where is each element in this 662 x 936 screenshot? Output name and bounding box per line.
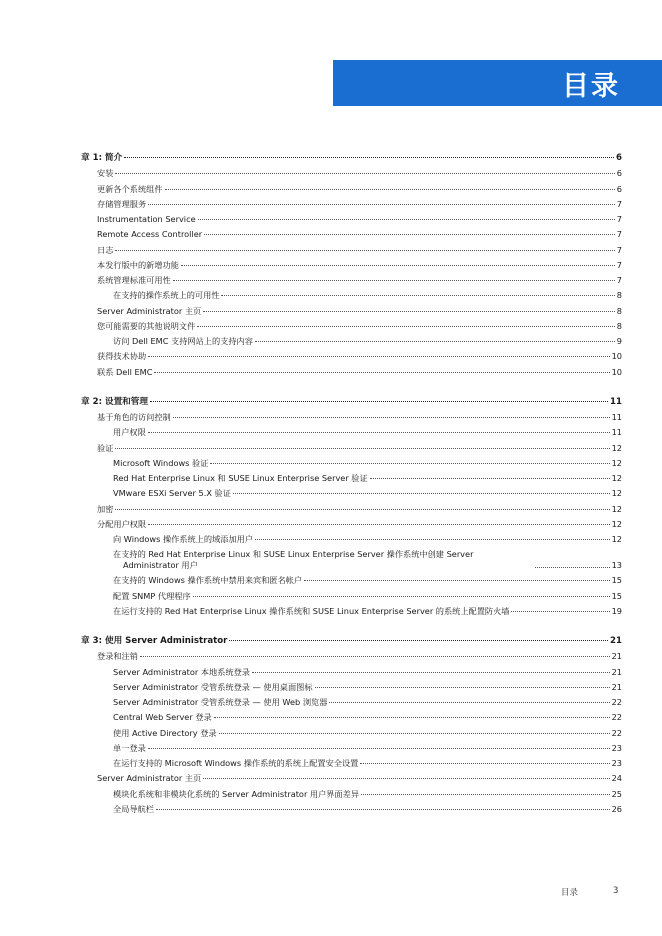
dot-leader xyxy=(115,250,614,251)
toc-entry-label: 向 Windows 操作系统上的域添加用户 xyxy=(113,534,254,544)
dot-leader xyxy=(255,539,610,540)
toc-entry-page: 7 xyxy=(616,244,622,255)
toc-entry-label: 日志 xyxy=(97,244,114,255)
toc-entry[interactable] xyxy=(81,334,622,349)
page-number: 3 xyxy=(613,886,619,896)
toc-entry-page: 23 xyxy=(611,742,622,753)
toc-entry-page: 22 xyxy=(611,727,622,738)
toc-entry-label: 加密 xyxy=(97,503,114,514)
toc-entry-page: 9 xyxy=(616,336,622,346)
toc-chapter[interactable] xyxy=(81,395,622,410)
dot-leader xyxy=(204,234,615,235)
toc-entry[interactable] xyxy=(81,604,622,619)
toc-entry[interactable] xyxy=(81,456,622,471)
toc-entry[interactable] xyxy=(81,425,622,440)
toc-entry-page: 12 xyxy=(611,518,622,529)
toc-entry-label: 您可能需要的其他说明文件 xyxy=(97,320,196,331)
dot-leader xyxy=(360,763,609,764)
toc-entry-page: 12 xyxy=(611,503,622,514)
toc-entry-label: Red Hat Enterprise Linux 和 SUSE Linux Enterprise Server 验证 xyxy=(113,473,368,483)
toc-entry[interactable] xyxy=(81,243,622,258)
toc-entry[interactable] xyxy=(81,756,622,771)
toc-entry-page: 21 xyxy=(611,651,622,662)
dot-leader xyxy=(221,295,614,296)
dot-leader xyxy=(233,493,610,494)
dot-leader xyxy=(165,189,615,190)
toc-entry-label: 在支持的操作系统上的可用性 xyxy=(113,290,220,301)
toc-entry-label: 配置 SNMP 代理程序 xyxy=(113,590,191,601)
toc-entry-page: 12 xyxy=(611,457,622,468)
toc-entry-label: 更新各个系统组件 xyxy=(97,183,163,194)
toc-entry-page: 22 xyxy=(611,712,622,723)
toc-entry-label: Remote Access Controller xyxy=(97,229,203,240)
dot-leader xyxy=(252,672,610,673)
dot-leader xyxy=(156,809,610,810)
toc-entry[interactable] xyxy=(81,771,622,786)
toc-entry-page: 12 xyxy=(611,473,622,483)
toc-entry[interactable] xyxy=(81,486,622,501)
dot-leader xyxy=(255,341,615,342)
toc-entry[interactable] xyxy=(81,441,622,456)
toc-entry-label: 联系 Dell EMC xyxy=(97,366,153,377)
dot-leader xyxy=(154,372,609,373)
toc-entry[interactable] xyxy=(81,273,622,288)
toc-entry-page: 6 xyxy=(616,183,622,194)
toc-entry[interactable] xyxy=(81,197,622,212)
toc-entry-label: 验证 xyxy=(97,442,114,453)
toc-entry-label: 获得技术协助 xyxy=(97,351,147,362)
toc-entry-label: 安装 xyxy=(97,168,114,179)
toc-entry[interactable] xyxy=(81,547,622,573)
toc-entry-label: Server Administrator 受管系统登录 — 使用 Web 浏览器 xyxy=(113,697,328,707)
toc-entry[interactable] xyxy=(81,726,622,741)
toc-entry-label: Server Administrator 受管系统登录 — 使用桌面图标 xyxy=(113,681,313,692)
toc-entry[interactable] xyxy=(81,517,622,532)
toc-entry-label: 单一登录 xyxy=(113,742,146,753)
toc-entry-page: 12 xyxy=(611,442,622,453)
toc-entry-page: 23 xyxy=(611,758,622,768)
dot-leader xyxy=(148,432,610,433)
toc-entry-label: Server Administrator 本地系统登录 xyxy=(113,666,250,677)
toc-entry[interactable] xyxy=(81,166,622,181)
toc-entry-label-line1: 在支持的 Red Hat Enterprise Linux 和 SUSE Linux Enterprise Server 操作系统中创建 Server xyxy=(113,549,474,560)
dot-leader xyxy=(203,778,609,779)
toc-entry[interactable] xyxy=(81,589,622,604)
dot-leader xyxy=(140,656,610,657)
table-of-contents xyxy=(81,151,622,817)
toc-entry[interactable] xyxy=(81,802,622,817)
toc-entry-page: 19 xyxy=(611,605,622,616)
dot-leader xyxy=(150,401,608,402)
dot-leader xyxy=(329,702,609,703)
toc-entry[interactable] xyxy=(81,710,622,725)
toc-entry[interactable] xyxy=(81,695,622,710)
toc-entry-label xyxy=(113,549,533,571)
toc-chapter-page: 11 xyxy=(610,396,622,407)
toc-entry-label: 本发行版中的新增功能 xyxy=(97,259,179,270)
dot-leader xyxy=(511,611,609,612)
toc-entry[interactable] xyxy=(81,649,622,664)
toc-entry[interactable] xyxy=(81,471,622,486)
toc-entry-page: 12 xyxy=(611,534,622,544)
toc-entry-page: 8 xyxy=(616,320,622,331)
toc-entry[interactable] xyxy=(81,787,622,802)
toc-entry-label: 分配用户权限 xyxy=(97,518,147,529)
toc-entry[interactable] xyxy=(81,288,622,303)
dot-leader xyxy=(115,509,609,510)
toc-entry-page: 7 xyxy=(616,259,622,270)
toc-entry-label: 在运行支持的 Microsoft Windows 操作系统的系统上配置安全设置 xyxy=(113,758,359,768)
toc-entry-label: 用户权限 xyxy=(113,427,146,438)
toc-entry-page: 7 xyxy=(616,214,622,224)
toc-chapter[interactable] xyxy=(81,151,622,166)
toc-entry-page: 25 xyxy=(611,788,622,799)
toc-entry[interactable] xyxy=(81,680,622,695)
dot-leader xyxy=(148,204,615,205)
toc-entry[interactable] xyxy=(81,665,622,680)
dot-leader xyxy=(148,748,610,749)
toc-entry-page: 11 xyxy=(611,427,622,438)
toc-entry-page: 7 xyxy=(616,229,622,240)
toc-entry[interactable] xyxy=(81,212,622,227)
toc-entry[interactable] xyxy=(81,304,622,319)
toc-entry-label: VMware ESXi Server 5.X 验证 xyxy=(113,488,231,499)
toc-entry-page: 8 xyxy=(616,290,622,301)
toc-entry[interactable] xyxy=(81,227,622,242)
toc-entry-label: 全局导航栏 xyxy=(113,803,154,814)
toc-entry[interactable] xyxy=(81,365,622,380)
toc-entry[interactable] xyxy=(81,258,622,273)
dot-leader xyxy=(315,687,610,688)
toc-entry-page: 7 xyxy=(616,275,622,285)
toc-entry-page: 26 xyxy=(611,803,622,814)
toc-entry-label: 使用 Active Directory 登录 xyxy=(113,727,217,738)
dot-leader xyxy=(148,356,609,357)
dot-leader xyxy=(229,640,608,641)
page-title: 目录 xyxy=(562,70,620,102)
dot-leader xyxy=(115,173,614,174)
toc-chapter-label: 章 1: 简介 xyxy=(81,153,123,163)
toc-entry-page: 7 xyxy=(616,198,622,209)
toc-entry-page: 10 xyxy=(611,351,622,362)
dot-leader xyxy=(203,311,615,312)
toc-entry-page: 8 xyxy=(616,305,622,316)
toc-entry[interactable] xyxy=(81,182,622,197)
toc-entry-page: 22 xyxy=(611,697,622,707)
toc-entry-page: 6 xyxy=(616,168,622,179)
toc-entry-label: Server Administrator 主页 xyxy=(97,773,202,784)
toc-entry[interactable] xyxy=(81,532,622,547)
toc-entry[interactable] xyxy=(81,741,622,756)
dot-leader xyxy=(198,219,615,220)
chapter-gap xyxy=(81,380,622,395)
dot-leader xyxy=(148,524,609,525)
toc-entry-page: 15 xyxy=(611,590,622,601)
toc-entry-label: 在支持的 Windows 操作系统中禁用来宾和匿名帐户 xyxy=(113,575,303,586)
dot-leader xyxy=(115,448,609,449)
toc-entry-label: 登录和注销 xyxy=(97,651,138,662)
toc-entry-label: Instrumentation Service xyxy=(97,214,196,224)
toc-entry-page: 21 xyxy=(611,681,622,692)
toc-chapter-label: 章 2: 设置和管理 xyxy=(81,396,148,407)
toc-entry-label: 模块化系统和非模块化系统的 Server Administrator 用户界面差异 xyxy=(113,788,360,799)
toc-entry-label: Microsoft Windows 验证 xyxy=(113,457,209,468)
toc-entry-page: 12 xyxy=(611,488,622,499)
dot-leader xyxy=(173,280,615,281)
toc-entry-page: 21 xyxy=(611,666,622,677)
toc-entry[interactable] xyxy=(81,319,622,334)
toc-entry-label: 基于角色的访问控制 xyxy=(97,412,171,422)
dot-leader xyxy=(219,733,610,734)
toc-entry-label: 在运行支持的 Red Hat Enterprise Linux 操作系统和 SUSE Linux Enterprise Server 的系统上配置防火墙 xyxy=(113,605,510,616)
toc-entry-page: 15 xyxy=(611,575,622,586)
toc-chapter[interactable] xyxy=(81,634,622,649)
toc-entry-label: 系统管理标准可用性 xyxy=(97,275,171,285)
toc-entry-label: Server Administrator 主页 xyxy=(97,305,202,316)
chapter-gap xyxy=(81,619,622,634)
toc-entry-page: 13 xyxy=(611,560,622,571)
page-title-banner xyxy=(333,60,662,106)
dot-leader xyxy=(193,596,610,597)
dot-leader xyxy=(124,157,614,158)
toc-entry-page: 11 xyxy=(611,412,622,422)
toc-entry-page: 24 xyxy=(611,773,622,784)
toc-entry-label: 存储管理服务 xyxy=(97,198,147,209)
dot-leader xyxy=(214,717,610,718)
toc-entry-page: 10 xyxy=(611,366,622,377)
toc-chapter-page: 6 xyxy=(616,153,622,163)
dot-leader xyxy=(361,794,610,795)
dot-leader xyxy=(173,417,610,418)
toc-entry[interactable] xyxy=(81,410,622,425)
footer-title: 目录 xyxy=(561,888,579,898)
toc-chapter-page: 21 xyxy=(610,636,622,646)
dot-leader xyxy=(181,265,615,266)
toc-entry-label: 访问 Dell EMC 支持网站上的支持内容 xyxy=(113,336,253,346)
toc-entry[interactable] xyxy=(81,349,622,364)
toc-entry-label-line2: Administrator 用户 xyxy=(123,560,198,571)
toc-entry-label: Central Web Server 登录 xyxy=(113,712,212,723)
toc-entry[interactable] xyxy=(81,573,622,588)
dot-leader xyxy=(370,478,610,479)
dot-leader xyxy=(304,580,609,581)
dot-leader xyxy=(197,326,615,327)
dot-leader xyxy=(210,463,609,464)
dot-leader xyxy=(535,567,610,568)
toc-chapter-label: 章 3: 使用 Server Administrator xyxy=(81,636,228,646)
toc-entry[interactable] xyxy=(81,502,622,517)
